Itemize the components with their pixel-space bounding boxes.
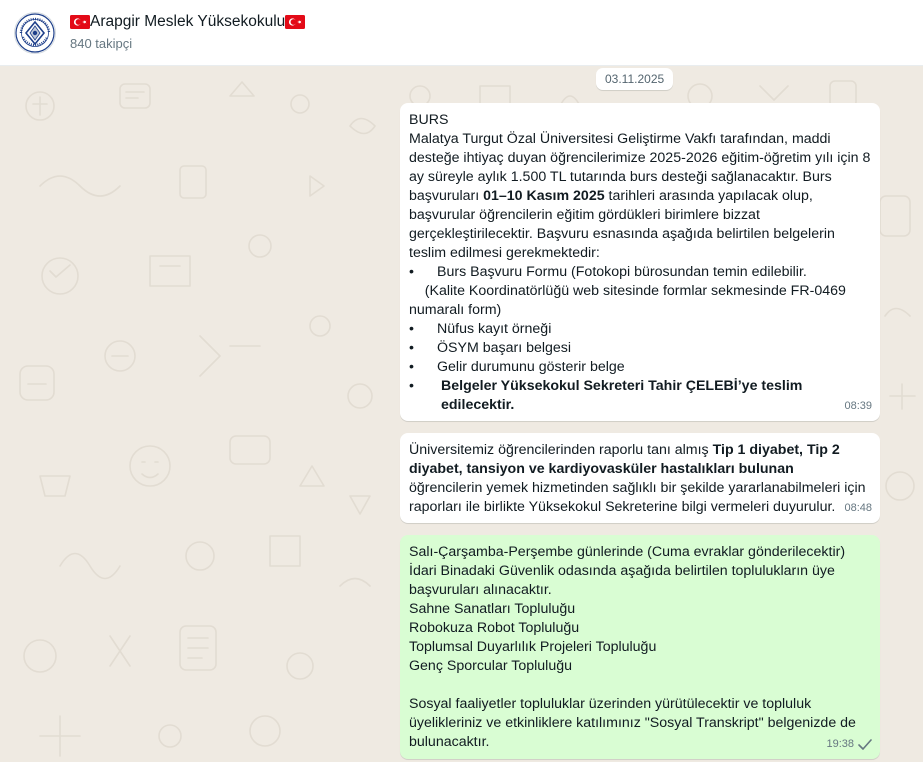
list-item-text: Nüfus kayıt örneği [437,321,552,337]
channel-title[interactable] [70,13,305,31]
message-title: BURS [409,112,449,128]
message-time [844,397,872,416]
bullet: • [409,321,414,337]
chat-area[interactable] [0,66,923,762]
university-logo-icon [15,13,55,53]
club-item: Genç Sporcular Topluluğu [409,658,572,674]
message-bubble-clubs[interactable] [400,535,880,759]
message-time-text: 08:48 [844,502,872,514]
message-bold-text: 01–10 Kasım 2025 [483,188,605,204]
message-bubble-scholarship[interactable] [400,103,880,421]
message-paragraph: Sosyal faaliyetler topluluklar üzerinden yürütülecektir ve topluluk üyelikleriniz ve etkinliklere katılımınız "Sosyal Transkript" belgenizde de bulunacaktır. [409,696,856,750]
message-paragraph: Salı-Çarşamba-Perşembe günlerinde (Cuma evraklar gönderilecektir) İdari Binadaki Güvenlik odasında aşağıda belirtilen toplulukların üye başvuruları alınacaktır. [409,544,846,598]
message-paragraph [409,130,871,263]
club-item: Sahne Sanatları Topluluğu [409,601,576,617]
message-paragraph [409,441,871,517]
channel-name-text: Arapgir Meslek Yüksekokulu [90,13,286,30]
club-item: Robokuza Robot Topluluğu [409,620,580,636]
read-check-icon [858,739,872,750]
message-time [844,499,872,518]
message-text: tarihleri arasında yapılacak olup, başvurular öğrencilerin eğitim gördükleri birimlere bizzat gerçekleştirilecektir. Başvuru esnasında aşağıda belirtilen belgelerin teslim edilmesi gerekmektedir: [409,188,835,261]
list-item [409,358,871,377]
message-bubble-diet[interactable] [400,433,880,523]
bullet: • [409,359,414,375]
list-item [409,339,871,358]
club-item: Toplumsal Duyarlılık Projeleri Topluluğu [409,639,657,655]
list-item-continuation: (Kalite Koordinatörlüğü web sitesinde formlar sekmesinde FR-0469 numaralı form) [409,283,850,318]
blank-line [409,676,871,695]
list-item-bold-text: Belgeler Yüksekokul Sekreteri Tahir ÇELEBİ’ye teslim edilecektir. [441,378,803,413]
turkey-flag-icon [285,15,305,29]
list-item [409,263,871,282]
message-text: Malatya Turgut Özal Üniversitesi Geliştirme Vakfı tarafından, maddi desteğe ihtiyaç duyan öğrencilerimize 2025-2026 eğitim-öğretim yılı için 8 ay süreyle aylık 1.500 TL tutarında burs desteği sağlanacaktır. Burs başvuruları [409,131,871,204]
follower-count: 840 takipçi [70,36,133,51]
list-item-text: ÖSYM başarı belgesi [437,340,572,356]
bullet: • [409,378,414,394]
message-bold-text: Tip 1 diyabet, Tip 2 diyabet, tansiyon ve kardiyovasküler hastalıkları bulunan [409,442,840,477]
channel-header[interactable] [0,0,923,66]
message-text: Üniversitemiz öğrencilerinden raporlu tanı almış [409,442,713,458]
list-item-text: Burs Başvuru Formu (Fotokopi bürosundan temin edilebilir. [437,264,807,280]
message-time [826,735,872,754]
channel-avatar[interactable] [14,12,56,54]
turkey-flag-icon [70,15,90,29]
bullet: • [409,340,414,356]
list-item [409,377,871,415]
date-separator: 03.11.2025 [596,68,673,90]
list-item [409,320,871,339]
message-text: öğrencilerin yemek hizmetinden sağlıklı bir şekilde yararlanabilmeleri için raporları ile birlikte Yüksekokul Sekreterine bilgi vermeleri duyurulur. [409,480,866,515]
message-time-text: 08:39 [844,400,872,412]
message-time-text: 19:38 [826,738,854,750]
bullet: • [409,264,414,280]
list-item-text: Gelir durumunu gösterir belge [437,359,625,375]
